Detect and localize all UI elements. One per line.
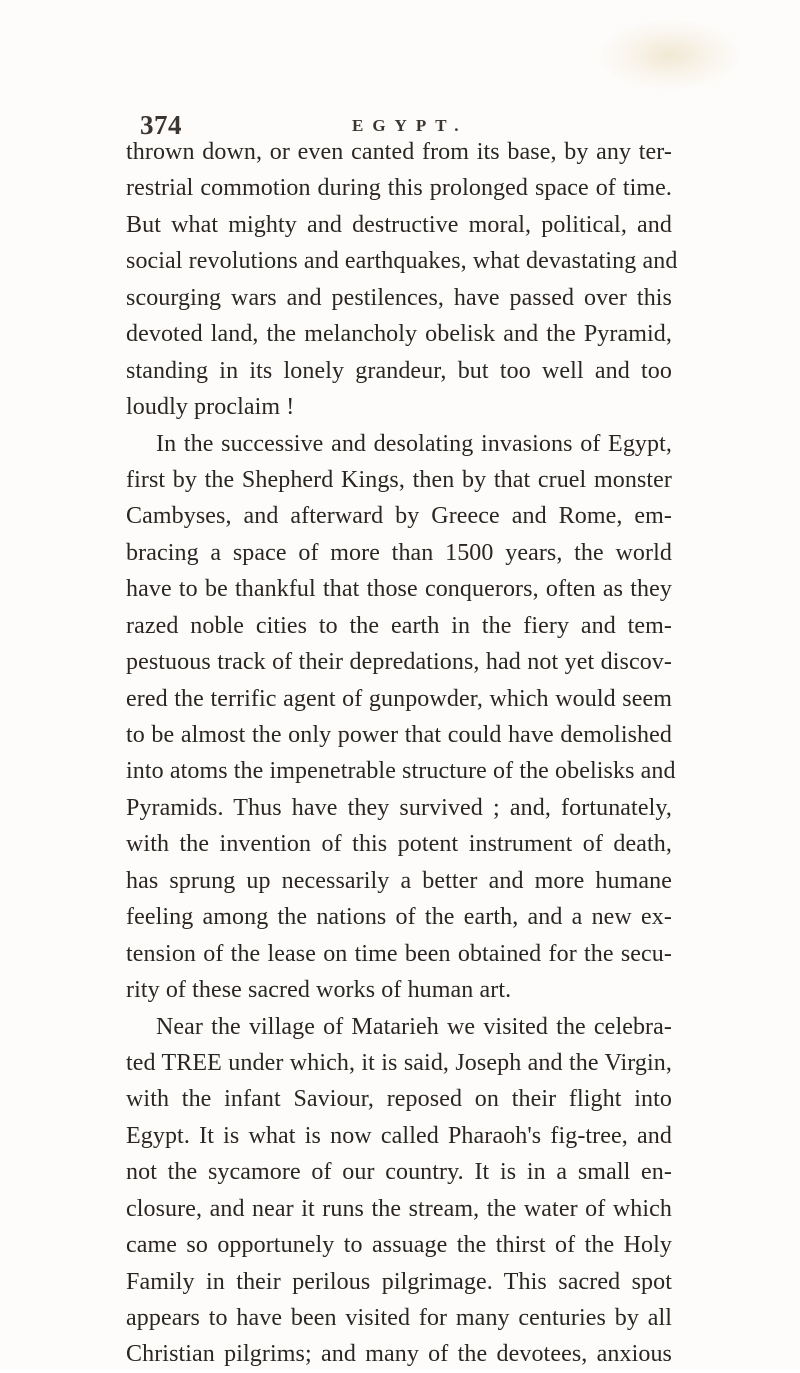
text-line: with the infant Saviour, reposed on their flight into [126,1086,672,1113]
text-line: scourging wars and pestilences, have passed over this [126,284,672,311]
text-line: ered the terrific agent of gunpowder, which would seem [126,685,672,712]
text-line: not the sycamore of our country. It is in a small en- [126,1159,672,1186]
text-line: have to be thankful that those conquerors, often as they [126,576,672,603]
text-line: Near the village of Matarieh we visited the celebra- [156,1013,672,1040]
text-line: tension of the lease on time been obtained for the secu- [126,940,672,967]
page-number: 374 [140,110,182,140]
text-line: with the invention of this potent instrument of death, [126,831,672,858]
text-line: has sprung up necessarily a better and more humane [126,867,672,894]
text-line: social revolutions and earthquakes, what devastating and [126,248,678,275]
text-line: rity of these sacred works of human art. [126,977,512,1004]
text-line: pestuous track of their depredations, had not yet discov- [126,649,672,676]
text-line: Christian pilgrims; and many of the devotees, anxious [126,1341,672,1368]
text-line: feeling among the nations of the earth, and a new ex- [126,904,672,931]
running-head: EGYPT. [352,116,468,135]
text-line: ted TREE under which, it is said, Joseph and the Virgin, [126,1049,672,1076]
text-line: Egypt. It is what is now called Pharaoh's fig-tree, and [126,1122,672,1149]
text-line: But what mighty and destructive moral, political, and [126,211,672,238]
text-line: In the successive and desolating invasions of Egypt, [156,430,672,457]
text-line: came so opportunely to assuage the thirst of the Holy [126,1232,672,1259]
text-line: into atoms the impenetrable structure of the obelisks and [126,758,676,785]
paper-stain [600,20,740,90]
text-line: devoted land, the melancholy obelisk and the Pyramid, [126,321,672,348]
text-line: bracing a space of more than 1500 years, the world [126,539,672,566]
text-line: thrown down, or even canted from its base, by any ter- [126,139,672,165]
text-line: closure, and near it runs the stream, the water of which [126,1195,672,1222]
text-line: Family in their perilous pilgrimage. This sacred spot [126,1268,672,1295]
text-line: Cambyses, and afterward by Greece and Rome, em- [126,503,672,530]
text-line: standing in its lonely grandeur, but too well and too [126,357,672,384]
text-line: razed noble cities to the earth in the fiery and tem- [126,612,672,639]
text-line: first by the Shepherd Kings, then by that cruel monster [126,466,672,493]
body-text [126,134,678,1373]
text-line: loudly proclaim ! [126,394,295,421]
text-line: Pyramids. Thus have they survived ; and, fortunately, [126,794,672,821]
text-line: to be almost the only power that could have demolished [126,722,672,748]
text-line: restrial commotion during this prolonged space of time. [126,175,672,202]
text-line: appears to have been visited for many centuries by all [126,1305,672,1331]
